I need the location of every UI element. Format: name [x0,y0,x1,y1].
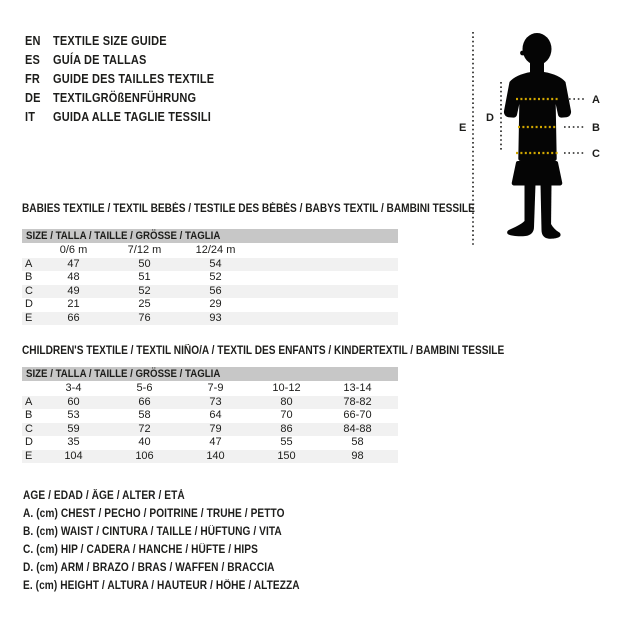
cell-value: 80 [280,396,293,408]
cell-value: 76 [138,311,151,324]
cell-value: 54 [209,258,222,270]
lang-row-fr [25,70,236,89]
cell-value: 93 [209,311,222,324]
table-row [22,423,398,436]
children-col-3: 10-12 [272,382,301,394]
row-label: C [25,284,33,297]
cell-value: 84-88 [343,422,372,435]
table-row [22,450,398,463]
cell-value: 52 [138,284,151,297]
children-col-4: 13-14 [343,382,372,394]
row-label: B [25,409,33,422]
cell-value: 47 [209,436,222,449]
babies-col-2: 12/24 m [195,244,236,256]
legend-item-a: A. (cm) CHEST / PECHO / POITRINE / TRUHE / PETTO [23,508,285,520]
children-col-0: 3-4 [65,382,82,394]
cell-value: 51 [138,271,151,284]
cell-value: 64 [209,409,222,422]
table-row [22,396,398,409]
cell-value: 140 [206,449,225,462]
children-size-header-text: SIZE / TALLA / TAILLE / GRÖSSE / TAGLIA [26,368,221,380]
legend-item-e: E. (cm) HEIGHT / ALTURA / HAUTEUR / HÖHE / ALTEZZA [23,580,300,592]
cell-value: 58 [138,409,151,422]
cell-value: 106 [135,449,154,462]
cell-value: 58 [351,436,364,449]
children-col-2: 7-9 [207,382,224,394]
figure-label-e: E [459,122,467,134]
cell-value: 78-82 [343,396,372,408]
cell-value: 49 [67,284,80,297]
children-col-1: 5-6 [136,382,153,394]
babies-section-title [22,203,537,215]
lang-title: GUIDE DES TAILLES TEXTILE [53,72,215,86]
row-label: E [25,449,33,462]
cell-value: 48 [67,271,80,284]
lang-code: IT [25,110,36,124]
children-column-header-row [22,381,398,396]
children-section-title [22,345,570,357]
cell-value: 60 [67,396,80,408]
table-row [22,258,398,271]
measurement-legend [23,487,337,595]
legend-item-c: C. (cm) HIP / CADERA / HANCHE / HÜFTE / HIPS [23,544,258,556]
legend-age-line: AGE / EDAD / ÂGE / ALTER / ETÀ [23,490,185,502]
cell-value: 40 [138,436,151,449]
cell-value: 53 [67,409,80,422]
lang-title: GUIDA ALLE TAGLIE TESSILI [53,110,212,124]
language-title-list [25,32,236,127]
cell-value: 86 [280,422,293,435]
lang-row-es [25,51,236,70]
babies-col-0: 0/6 m [59,244,88,256]
table-row [22,312,398,325]
legend-item-b: B. (cm) WAIST / CINTURA / TAILLE / HÜFTUNG / VITA [23,526,282,538]
child-silhouette-icon [450,15,620,255]
table-row [22,409,398,422]
lang-code: EN [25,34,41,48]
lang-row-en [25,32,236,51]
cell-value: 50 [138,258,151,270]
lang-code: DE [25,91,41,105]
cell-value: 21 [67,298,80,311]
cell-value: 66 [138,396,151,408]
row-label: B [25,271,33,284]
lang-code: FR [25,72,41,86]
cell-value: 56 [209,284,222,297]
legend-item-d: D. (cm) ARM / BRAZO / BRAS / WAFFEN / BRACCIA [23,562,275,574]
row-label: D [25,436,33,449]
row-label: A [25,258,33,270]
cell-value: 70 [280,409,293,422]
babies-size-header-bar [22,229,398,243]
figure-label-b: B [592,122,600,134]
cell-value: 52 [209,271,222,284]
children-size-header-bar [22,367,398,381]
table-row [22,271,398,284]
figure-label-d: D [486,112,494,124]
row-label: E [25,311,33,324]
table-row [22,298,398,311]
cell-value: 79 [209,422,222,435]
cell-value: 66-70 [343,409,372,422]
table-row [22,436,398,449]
cell-value: 35 [67,436,80,449]
cell-value: 73 [209,396,222,408]
lang-code: ES [25,53,41,67]
cell-value: 66 [67,311,80,324]
children-size-table [22,367,398,463]
lang-title: TEXTILGRÖßENFÜHRUNG [53,91,197,105]
cell-value: 47 [67,258,80,270]
cell-value: 72 [138,422,151,435]
cell-value: 104 [64,449,83,462]
babies-table-body [22,258,398,325]
row-label: A [25,396,33,408]
figure-label-c: C [592,148,600,160]
babies-column-header-row [22,243,398,258]
lang-row-de [25,89,236,108]
babies-size-header-text: SIZE / TALLA / TAILLE / GRÖSSE / TAGLIA [26,230,221,242]
babies-section-title-text: BABIES TEXTILE / TEXTIL BEBÉS / TESTILE DES BÉBÉS / BABYS TEXTIL / BAMBINI TESSILE [22,203,475,215]
cell-value: 25 [138,298,151,311]
table-row [22,285,398,298]
cell-value: 29 [209,298,222,311]
cell-value: 150 [277,449,296,462]
children-table-body [22,396,398,463]
measurement-diagram [450,15,620,255]
figure-label-a: A [592,94,600,106]
children-section-title-text: CHILDREN'S TEXTILE / TEXTIL NIÑO/A / TEXTIL DES ENFANTS / KINDERTEXTIL / BAMBINI TESSILE [22,345,505,357]
babies-size-table [22,229,398,325]
babies-col-1: 7/12 m [127,244,162,256]
cell-value: 98 [351,449,364,462]
cell-value: 55 [280,436,293,449]
lang-row-it [25,108,236,127]
cell-value: 59 [67,422,80,435]
row-label: D [25,298,33,311]
row-label: C [25,422,33,435]
lang-title: TEXTILE SIZE GUIDE [53,34,167,48]
lang-title: GUÍA DE TALLAS [53,53,147,67]
